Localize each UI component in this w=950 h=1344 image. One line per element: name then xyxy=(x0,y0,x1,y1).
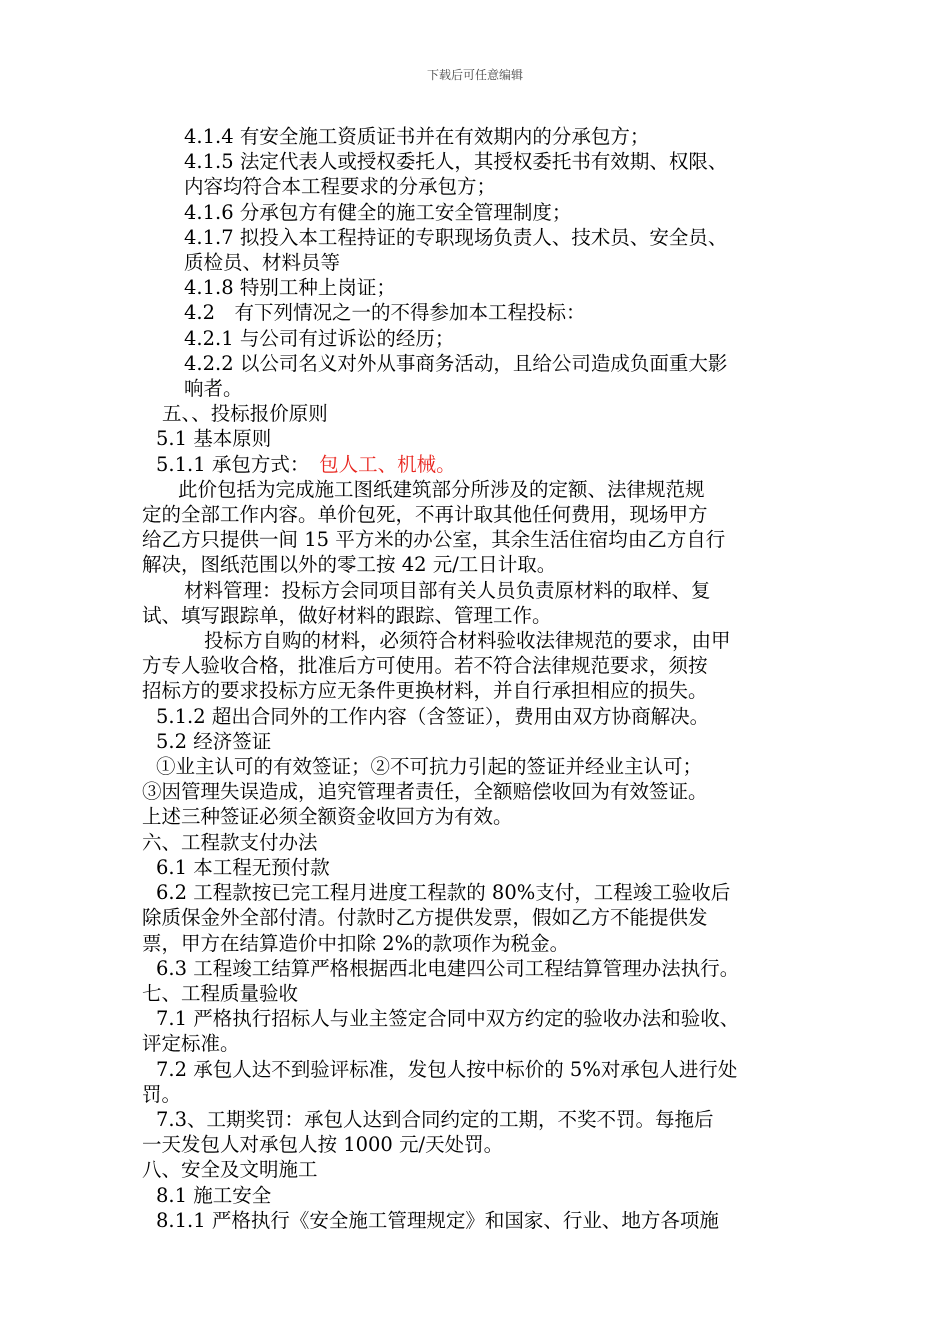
text-line: 6.2 工程款按已完工程月进度工程款的 80%支付，工程竣工验收后 xyxy=(156,881,731,905)
text-line: 一天发包人对承包人按 1000 元/天处罚。 xyxy=(142,1133,504,1157)
text-line: 内容均符合本工程要求的分承包方； xyxy=(184,175,497,199)
text-line: 除质保金外全部付清。付款时乙方提供发票，假如乙方不能提供发 xyxy=(142,906,708,930)
text-line: 定的全部工作内容。单价包死，不再计取其他任何费用，现场甲方 xyxy=(142,503,708,527)
document-body xyxy=(142,124,828,1233)
text-line: ③因管理失误造成，追究管理者责任，全额赔偿收回为有效签证。 xyxy=(142,780,708,804)
section-heading: 五、、投标报价原则 xyxy=(162,402,328,426)
text-line: 4.1.7 拟投入本工程持证的专职现场负责人、技术员、安全员、 xyxy=(184,225,728,249)
text-line: 7.3、工期奖罚：承包人达到合同约定的工期，不奖不罚。每拖后 xyxy=(156,1107,714,1131)
text-line: 8.1.1 严格执行《安全施工管理规定》和国家、行业、地方各项施 xyxy=(156,1208,719,1232)
page-header-note: 下载后可任意编辑 xyxy=(426,68,523,82)
text-line: 上述三种签证必须全额资金收回方为有效。 xyxy=(142,805,513,829)
text-line: 招标方的要求投标方应无条件更换材料，并自行承担相应的损失。 xyxy=(142,679,708,703)
text-line: 4.2.2 以公司名义对外从事商务活动，且给公司造成负面重大影 xyxy=(184,351,728,375)
subsection-heading: 5.1 基本原则 xyxy=(156,427,272,451)
text-line: 4.2 有下列情况之一的不得参加本工程投标： xyxy=(184,301,586,325)
text-line: 4.2.1 与公司有过诉讼的经历； xyxy=(184,326,455,350)
section-heading: 八、安全及文明施工 xyxy=(142,1158,318,1182)
text-line: 6.3 工程竣工结算严格根据西北电建四公司工程结算管理办法执行。 xyxy=(156,956,740,980)
text-line: 4.1.4 有安全施工资质证书并在有效期内的分承包方； xyxy=(184,125,650,148)
text-line: 罚。 xyxy=(142,1082,182,1106)
text-line: 响者。 xyxy=(184,377,243,401)
section-heading: 七、工程质量验收 xyxy=(142,981,299,1005)
text-line: 4.1.5 法定代表人或授权委托人，其授权委托书有效期、权限、 xyxy=(184,150,728,174)
text-line: 解决，图纸范围以外的零工按 42 元/工日计取。 xyxy=(142,553,557,577)
subsection-heading: 8.1 施工安全 xyxy=(156,1183,272,1207)
text-line: 5.1.2 超出合同外的工作内容（含签证），费用由双方协商解决。 xyxy=(156,704,710,728)
text-line: 质检员、材料员等 xyxy=(184,251,341,275)
text-line: 试、填写跟踪单，做好材料的跟踪、管理工作。 xyxy=(142,603,552,627)
text-line: 7.2 承包人达不到验评标准，发包人按中标价的 5%对承包人进行处 xyxy=(156,1057,738,1081)
text-line: 7.1 严格执行招标人与业主签定合同中双方约定的验收办法和验收、 xyxy=(156,1007,740,1031)
text-line: 此价包括为完成施工图纸建筑部分所涉及的定额、法律规范规 xyxy=(178,477,705,501)
text-line: 4.1.6 分承包方有健全的施工安全管理制度； xyxy=(184,200,572,224)
contract-mode-value: 包人工、机械。 xyxy=(319,452,456,476)
text-line: 评定标准。 xyxy=(142,1032,240,1056)
text-line xyxy=(142,452,828,477)
text-line: 方专人验收合格，批准后方可使用。若不符合法律规范要求，须按 xyxy=(142,654,708,678)
text-line: 材料管理：投标方会同项目部有关人员负责原材料的取样、复 xyxy=(184,578,711,602)
section-heading: 六、工程款支付办法 xyxy=(142,830,318,854)
subsection-heading: 5.2 经济签证 xyxy=(156,729,272,753)
text-line: 给乙方只提供一间 15 平方米的办公室，其余生活住宿均由乙方自行 xyxy=(142,528,726,552)
text-line: ①业主认可的有效签证；②不可抗力引起的签证并经业主认可； xyxy=(156,755,703,779)
contract-mode-label: 5.1.1 承包方式： xyxy=(156,452,320,476)
text-line: 投标方自购的材料，必须符合材料验收法律规范的要求，由甲 xyxy=(204,629,731,653)
text-line: 4.1.8 特别工种上岗证； xyxy=(184,276,396,300)
subsection-heading: 6.1 本工程无预付款 xyxy=(156,855,330,879)
text-line: 票，甲方在结算造价中扣除 2%的款项作为税金。 xyxy=(142,931,570,955)
